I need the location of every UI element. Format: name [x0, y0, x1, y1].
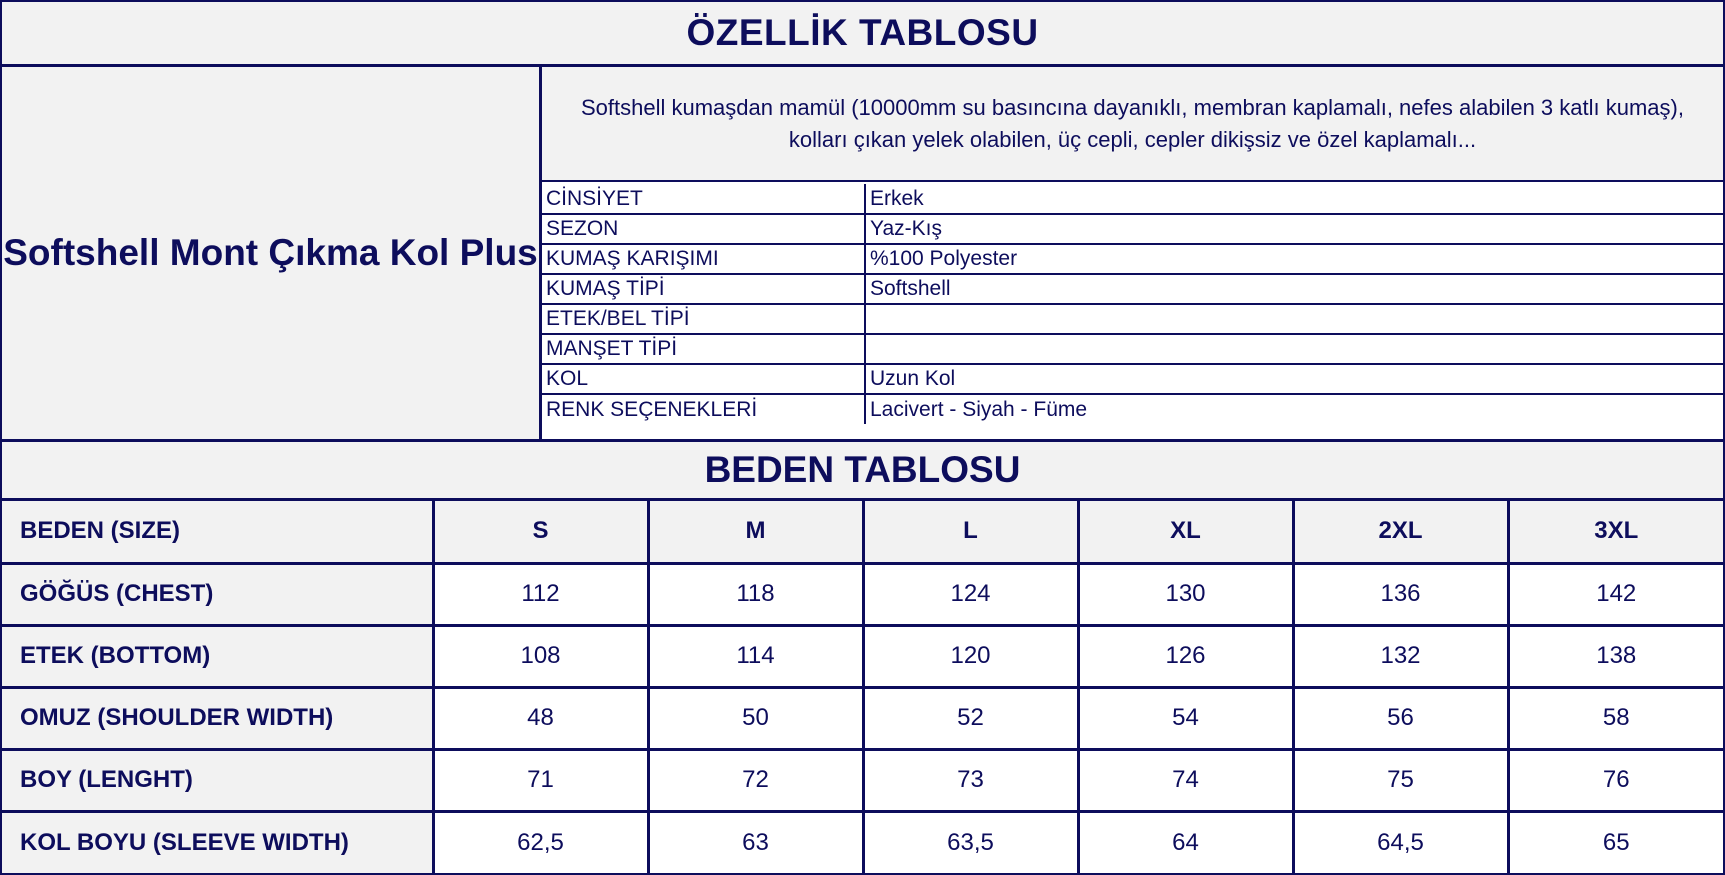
size-column-header: 3XL: [1508, 501, 1723, 563]
measurement-label: BOY (LENGHT): [2, 749, 433, 811]
measurement-value: 63,5: [863, 811, 1078, 873]
spec-row: [542, 244, 1723, 274]
measurement-value: 118: [648, 563, 863, 625]
size-header-label: BEDEN (SIZE): [2, 501, 433, 563]
product-name: Softshell Mont Çıkma Kol Plus: [2, 67, 542, 439]
spec-label: MANŞET TİPİ: [542, 334, 865, 364]
spec-label: KOL: [542, 364, 865, 394]
measurement-value: 112: [433, 563, 648, 625]
spec-value: [865, 304, 1723, 334]
measurement-value: 64: [1078, 811, 1293, 873]
size-column-header: L: [863, 501, 1078, 563]
spec-label: CİNSİYET: [542, 184, 865, 214]
measurement-value: 56: [1293, 687, 1508, 749]
size-column-header: M: [648, 501, 863, 563]
measurement-label: KOL BOYU (SLEEVE WIDTH): [2, 811, 433, 873]
spec-row: [542, 214, 1723, 244]
spec-value: %100 Polyester: [865, 244, 1723, 274]
measurement-value: 74: [1078, 749, 1293, 811]
measurement-label: OMUZ (SHOULDER WIDTH): [2, 687, 433, 749]
measurement-value: 52: [863, 687, 1078, 749]
measurement-value: 54: [1078, 687, 1293, 749]
measurement-value: 58: [1508, 687, 1723, 749]
spec-label: RENK SEÇENEKLERİ: [542, 394, 865, 424]
measurement-row: [2, 625, 1723, 687]
measurement-value: 114: [648, 625, 863, 687]
size-table-title: BEDEN TABLOSU: [2, 439, 1723, 501]
spec-label: SEZON: [542, 214, 865, 244]
measurement-value: 126: [1078, 625, 1293, 687]
feature-table-title: ÖZELLİK TABLOSU: [2, 2, 1723, 67]
spec-label: KUMAŞ KARIŞIMI: [542, 244, 865, 274]
spec-value: Lacivert - Siyah - Füme: [870, 397, 1088, 421]
measurement-value: 138: [1508, 625, 1723, 687]
spec-label: ETEK/BEL TİPİ: [542, 304, 865, 334]
specs-table: [542, 184, 1723, 424]
size-column-header: 2XL: [1293, 501, 1508, 563]
measurement-value: 63: [648, 811, 863, 873]
measurement-value: 136: [1293, 563, 1508, 625]
measurement-label: GÖĞÜS (CHEST): [2, 563, 433, 625]
measurement-value: 64,5: [1293, 811, 1508, 873]
measurement-row: [2, 687, 1723, 749]
product-description: Softshell kumaşdan mamül (10000mm su basıncına dayanıklı, membran kaplamalı, nefes alabilen 3 katlı kumaş), kolları çıkan yelek olabilen, üç cepli, cepler dikişsiz ve özel kaplamalı...: [542, 67, 1723, 182]
measurement-value: 48: [433, 687, 648, 749]
measurement-value: 71: [433, 749, 648, 811]
spec-value: Erkek: [865, 184, 1723, 214]
spec-row: [542, 184, 1723, 214]
spec-row: [542, 364, 1723, 394]
measurement-value: 76: [1508, 749, 1723, 811]
measurement-value: 72: [648, 749, 863, 811]
measurement-value: 73: [863, 749, 1078, 811]
spec-row: [542, 304, 1723, 334]
spec-row: [542, 394, 1723, 424]
spec-row: [542, 334, 1723, 364]
measurement-value: 142: [1508, 563, 1723, 625]
measurement-row: [2, 563, 1723, 625]
spec-label: KUMAŞ TİPİ: [542, 274, 865, 304]
measurement-row: [2, 811, 1723, 873]
spec-value: Yaz-Kış: [865, 214, 1723, 244]
size-header-row: [2, 501, 1723, 563]
spec-value: Uzun Kol: [865, 364, 1723, 394]
spec-row: [542, 274, 1723, 304]
size-chart-table: [2, 501, 1723, 873]
size-column-header: XL: [1078, 501, 1293, 563]
measurement-row: [2, 749, 1723, 811]
measurement-value: 75: [1293, 749, 1508, 811]
measurement-value: 65: [1508, 811, 1723, 873]
measurement-value: 130: [1078, 563, 1293, 625]
spec-value: [865, 334, 1723, 364]
spec-value: Softshell: [865, 274, 1723, 304]
size-column-header: S: [433, 501, 648, 563]
measurement-value: 124: [863, 563, 1078, 625]
measurement-value: 62,5: [433, 811, 648, 873]
measurement-value: 50: [648, 687, 863, 749]
measurement-label: ETEK (BOTTOM): [2, 625, 433, 687]
measurement-value: 108: [433, 625, 648, 687]
measurement-value: 120: [863, 625, 1078, 687]
measurement-value: 132: [1293, 625, 1508, 687]
